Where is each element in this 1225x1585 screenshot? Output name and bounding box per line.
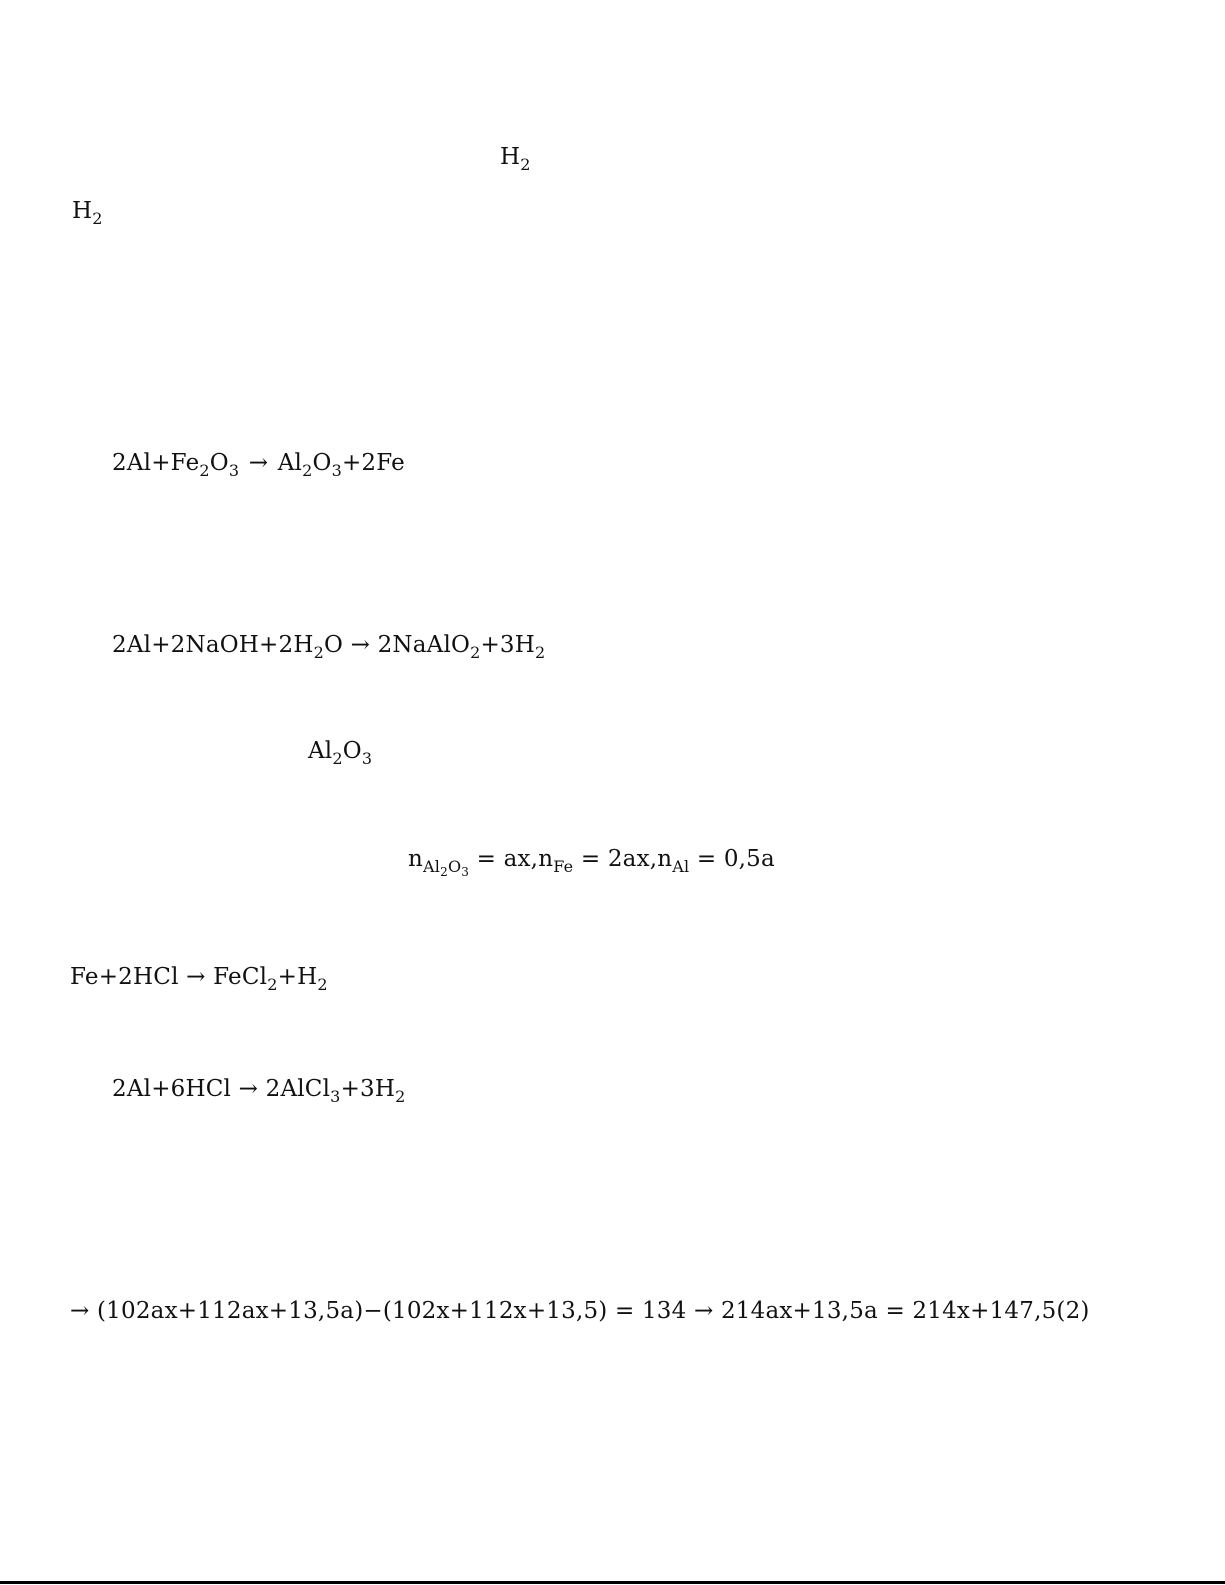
eq-part: = 0,5a xyxy=(689,846,775,872)
equation-thermite xyxy=(112,450,405,480)
eq-subscript: 3 xyxy=(330,1087,341,1106)
eq-subscript-group xyxy=(423,857,470,879)
eq-part: +3H xyxy=(340,1076,396,1102)
equation-moles xyxy=(408,846,775,879)
eq-subscript: 2 xyxy=(440,865,448,879)
formula-symbol: H xyxy=(500,144,521,170)
equation-al-naoh xyxy=(112,632,546,662)
eq-part: +3H xyxy=(480,632,536,658)
equation-mass-balance: → (102ax+112ax+13,5a)−(102x+112x+13,5) = 134 → 214ax+13,5a = 214x+147,5(2) xyxy=(70,1298,1090,1324)
formula-al2o3 xyxy=(308,738,373,768)
eq-subscript: 3 xyxy=(331,461,342,480)
eq-subscript: Al xyxy=(672,857,690,876)
eq-part: Al xyxy=(423,857,441,876)
formula-symbol: Al xyxy=(308,738,333,764)
eq-part: +H xyxy=(277,964,318,990)
equation-al-hcl xyxy=(112,1076,406,1106)
eq-part: = ax,n xyxy=(469,846,554,872)
eq-part: 2Al+Fe xyxy=(112,450,200,476)
eq-part: 2Al+2NaOH+2H xyxy=(112,632,314,658)
eq-part: O xyxy=(447,857,462,876)
page-bottom-rule xyxy=(0,1581,1225,1584)
formula-h2-left xyxy=(72,198,103,228)
eq-part: O → 2NaAlO xyxy=(324,632,471,658)
formula-subscript: 2 xyxy=(520,155,531,174)
formula-subscript: 2 xyxy=(332,749,343,768)
eq-part: n xyxy=(408,846,424,872)
equation-fe-hcl xyxy=(70,964,328,994)
eq-subscript: 2 xyxy=(470,643,481,662)
eq-subscript: Fe xyxy=(553,857,574,876)
eq-part: Fe+2HCl → FeCl xyxy=(70,964,268,990)
eq-part: Al xyxy=(277,450,303,476)
eq-subscript: 2 xyxy=(267,975,278,994)
eq-subscript: 2 xyxy=(535,643,546,662)
formula-subscript: 3 xyxy=(361,749,373,768)
eq-subscript: 2 xyxy=(317,975,328,994)
eq-part: +2Fe xyxy=(341,450,405,476)
eq-arrow: → xyxy=(241,450,276,476)
formula-h2-top xyxy=(500,144,531,174)
eq-part: O xyxy=(312,450,332,476)
eq-subscript: 2 xyxy=(395,1087,406,1106)
formula-subscript: 2 xyxy=(92,209,103,228)
eq-subscript: 2 xyxy=(302,461,313,480)
eq-part: O xyxy=(209,450,229,476)
formula-symbol: O xyxy=(342,738,362,764)
eq-subscript: 2 xyxy=(199,461,210,480)
eq-subscript: 3 xyxy=(228,461,240,480)
eq-part: = 2ax,n xyxy=(573,846,673,872)
eq-subscript: 2 xyxy=(313,643,325,662)
eq-subscript: 3 xyxy=(461,865,470,879)
formula-symbol: H xyxy=(72,198,93,224)
eq-part: 2Al+6HCl → 2AlCl xyxy=(112,1076,331,1102)
